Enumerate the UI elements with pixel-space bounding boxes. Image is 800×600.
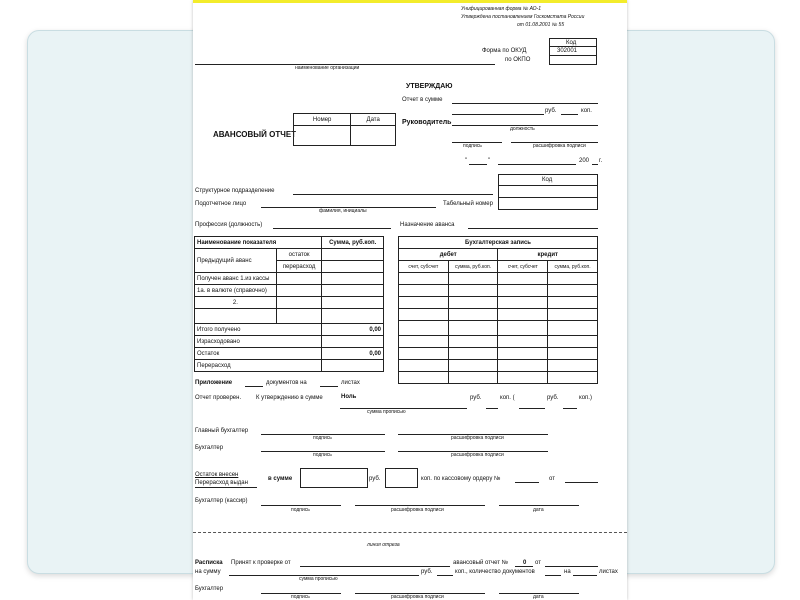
advance-table	[194, 236, 384, 372]
number-header: Номер	[294, 114, 351, 126]
top-highlight-bar	[193, 0, 627, 3]
debit-header: дебет	[399, 249, 498, 261]
okpo-label: по ОКПО	[505, 57, 531, 63]
appendix-rub2: руб.	[547, 395, 559, 401]
rub-label: руб.	[545, 108, 557, 114]
tab-no-label: Табельный номер	[443, 201, 493, 207]
form-header-line2: Утверждена постановлением Госкомстата России	[461, 14, 585, 20]
receipt-signature-caption: подпись	[291, 594, 310, 600]
fio-caption: фамилия, инициалы	[319, 208, 367, 214]
report-sum-label: Отчет в сумме	[402, 97, 443, 103]
receipt-report-number: 0	[523, 560, 527, 566]
org-caption: наименование организации	[295, 65, 360, 71]
appendix-kop-close: коп.)	[579, 395, 592, 401]
okud-label: Форма по ОКУД	[482, 48, 527, 54]
cashier-signature-caption: подпись	[291, 507, 310, 513]
col-indicator-header: Наименование показателя	[195, 237, 322, 249]
overspend-label: перерасход	[276, 261, 322, 273]
debit-sum-header: сумма, руб.коп.	[448, 261, 498, 273]
signature-caption: подпись	[463, 143, 482, 149]
credit-header: кредит	[498, 249, 598, 261]
to-approve-label: К утверждению в сумме	[256, 395, 323, 401]
appendix-kop: коп. (	[500, 395, 515, 401]
receipt-accountant-label: Бухгалтер	[195, 586, 224, 592]
remainder-label: Остаток	[195, 348, 322, 360]
profession-label: Профессия (должность)	[195, 222, 263, 228]
remainder-value: 0,00	[322, 348, 384, 360]
cashier-date-caption: дата	[533, 507, 544, 513]
receipt-rub-label: руб.	[421, 569, 433, 575]
total-received-label: Итого получено	[195, 324, 322, 336]
chief-signature-caption: подпись	[313, 435, 332, 441]
receipt-on-label: на	[564, 569, 571, 575]
number-cell[interactable]	[294, 126, 351, 146]
received-cash-value[interactable]	[322, 273, 384, 285]
document-page	[193, 0, 627, 600]
quote-close: "	[488, 158, 491, 164]
debit-account-header: счет, субсчет	[399, 261, 449, 273]
total-received-value: 0,00	[322, 324, 384, 336]
cashier-label: Бухгалтер (кассир)	[195, 498, 248, 504]
receipt-from-label: от	[535, 560, 541, 566]
amount-words: Ноль	[341, 394, 357, 400]
appendix-label: Приложение	[195, 380, 233, 386]
appendix-rub: руб.	[470, 395, 482, 401]
accounting-title: Бухгалтерская запись	[399, 237, 598, 249]
chief-decode-caption: расшифровка подписи	[451, 435, 504, 441]
balance-label: остаток	[276, 249, 322, 261]
checked-label: Отчет проверен.	[195, 395, 242, 401]
approve-title: УТВЕРЖДАЮ	[406, 83, 453, 90]
position-caption: должность	[510, 126, 535, 132]
order-from-label: от	[549, 476, 555, 482]
overrun-label: Перерасход	[195, 360, 322, 372]
received-currency-value[interactable]	[322, 285, 384, 297]
sum-rub-box[interactable]	[300, 468, 368, 488]
receipt-date-caption: дата	[533, 594, 544, 600]
sheets-label: листах	[341, 380, 360, 386]
accountant-signature-caption: подпись	[313, 452, 332, 458]
sum-kop-box[interactable]	[385, 468, 418, 488]
sum-words-caption: сумма прописью	[367, 409, 406, 415]
form-header-line3: от 01.08.2001 № 55	[517, 22, 565, 28]
received-cash-label: Получен аванс 1.из кассы	[195, 273, 277, 285]
prev-balance-value[interactable]	[322, 249, 384, 261]
docs-on-label: документов на	[266, 380, 307, 386]
cut-line	[193, 532, 627, 533]
date-header: Дата	[351, 114, 396, 126]
okud-value: 302001	[557, 48, 578, 54]
chief-accountant-label: Главный бухгалтер	[195, 428, 249, 434]
receipt-sheets-label: листах	[599, 569, 618, 575]
prev-overspend-value[interactable]	[322, 261, 384, 273]
credit-account-header: счет, субсчет	[498, 261, 548, 273]
date-cell[interactable]	[351, 126, 396, 146]
kod-label: Код	[566, 40, 577, 46]
overrun-value[interactable]	[322, 360, 384, 372]
form-header-line1: Унифицированная форма № АО-1	[461, 6, 541, 12]
receipt-for-sum-label: на сумму	[195, 569, 221, 575]
report-title: АВАНСОВЫЙ ОТЧЕТ	[213, 130, 297, 139]
accountant-label: Бухгалтер	[195, 445, 224, 451]
spent-label: Израсходовано	[195, 336, 322, 348]
cash-order-label: коп. по кассовому ордеру №	[421, 476, 501, 482]
received-2-label: 2.	[195, 297, 277, 309]
signature-rub-label: руб.	[369, 476, 381, 482]
receipt-label: Расписка	[195, 560, 223, 566]
kod-label-2: Код	[542, 177, 553, 183]
accounting-table	[398, 236, 598, 384]
received-2-value[interactable]	[322, 297, 384, 309]
kop-label: коп.	[581, 108, 592, 114]
cut-line-label: линия отреза	[367, 542, 400, 548]
in-sum-label: в сумме	[268, 476, 293, 482]
receipt-accepted-label: Принят к проверке от	[231, 560, 291, 566]
cashier-decode-caption: расшифровка подписи	[391, 507, 444, 513]
purpose-label: Назначение аванса	[400, 222, 455, 228]
receipt-sum-words-caption: сумма прописью	[299, 576, 338, 582]
accountant-decode-caption: расшифровка подписи	[451, 452, 504, 458]
balance-deposited-label: Остаток внесен	[195, 472, 239, 478]
quote-open: "	[465, 158, 468, 164]
head-label: Руководитель	[402, 119, 452, 126]
receipt-decode-caption: расшифровка подписи	[391, 594, 444, 600]
division-label: Структурное подразделение	[195, 188, 275, 194]
year-prefix: 200	[579, 158, 590, 164]
receipt-doc-count-label: коп., количество документов	[455, 569, 535, 575]
number-date-table	[293, 113, 396, 146]
accountable-label: Подотчетное лицо	[195, 201, 247, 207]
receipt-report-label: авансовый отчет №	[453, 560, 509, 566]
col-sum-header: Сумма, руб.коп.	[322, 237, 384, 249]
year-g: г.	[599, 158, 603, 164]
decode-caption: расшифровка подписи	[533, 143, 586, 149]
credit-sum-header: сумма, руб.коп.	[548, 261, 598, 273]
overrun-paid-label: Перерасход выдан	[195, 480, 248, 486]
received-currency-label: 1а. в валюте (справочно)	[195, 285, 277, 297]
spent-value[interactable]	[322, 336, 384, 348]
prev-advance-label: Предыдущий аванс	[195, 249, 277, 273]
